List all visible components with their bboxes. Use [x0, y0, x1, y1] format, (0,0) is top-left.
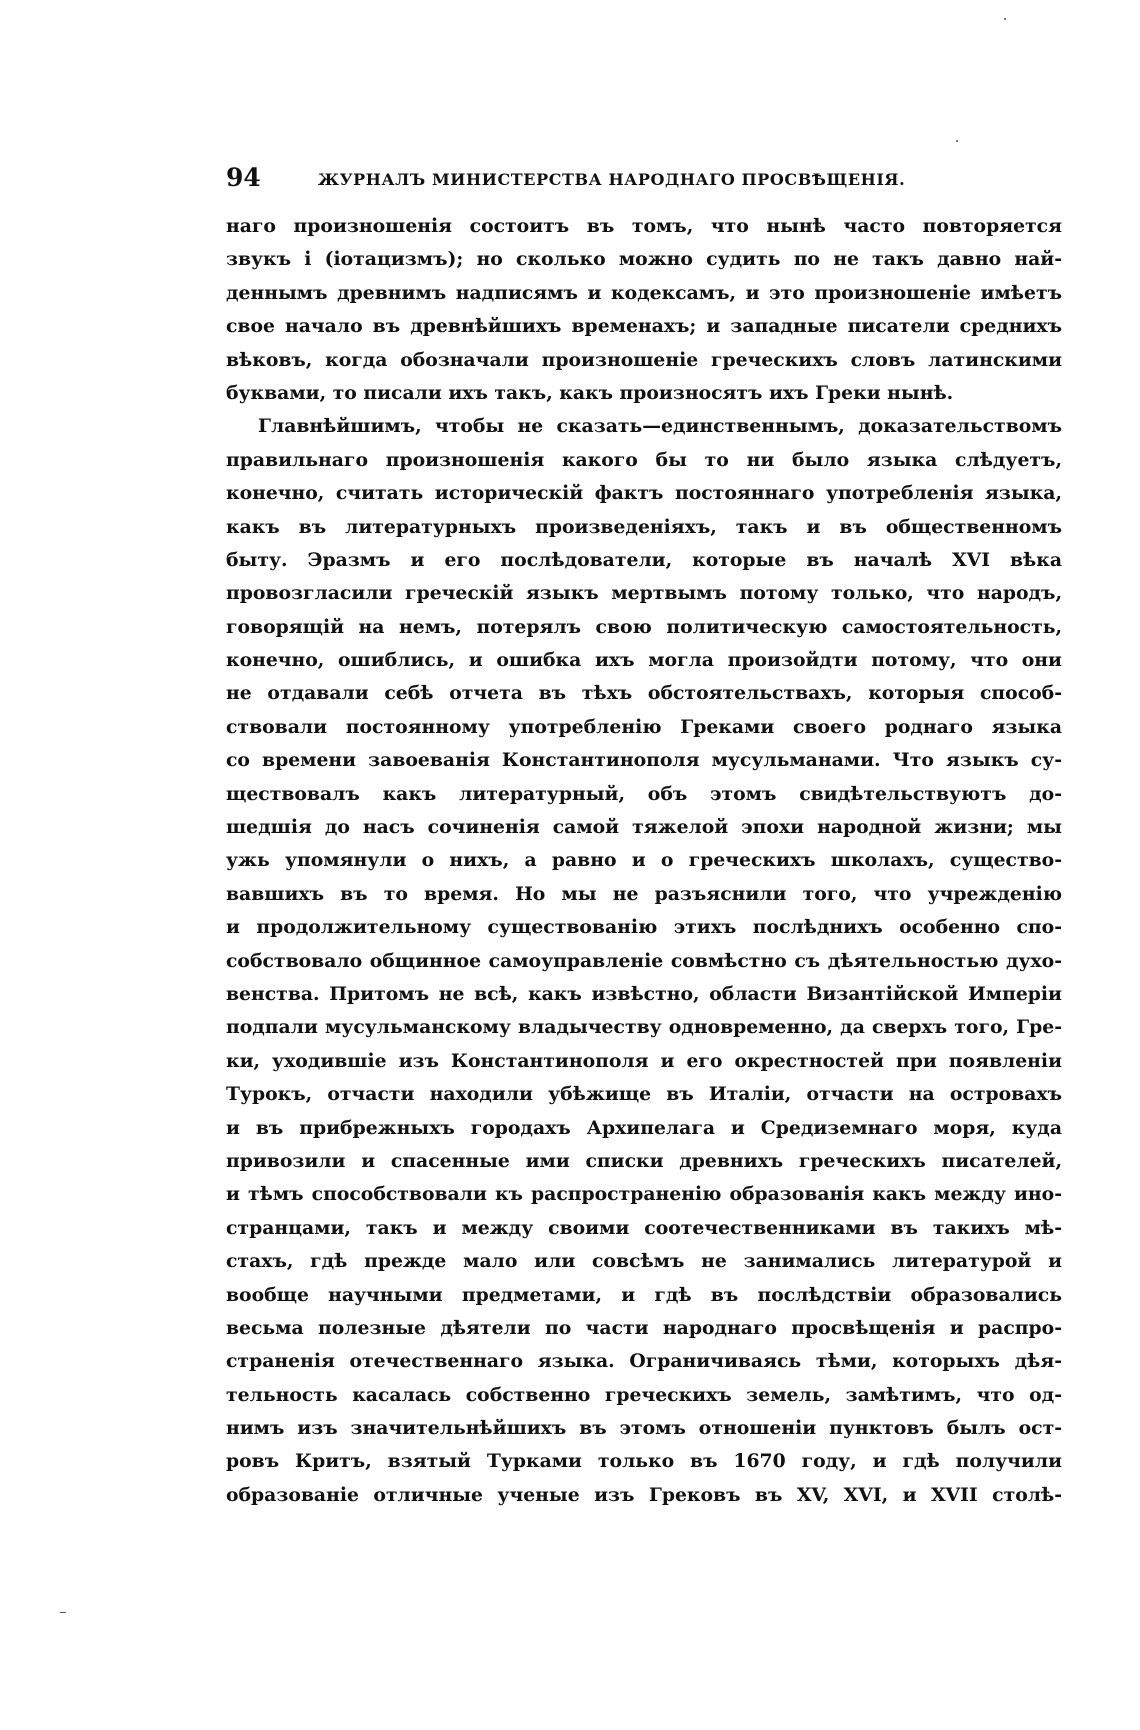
text-line: звукъ i (іотацизмъ); но сколько можно судить по не такъ давно най- — [226, 248, 1062, 271]
text-line: венства. Притомъ не всѣ, какъ извѣстно, области Византійской Имперіи — [226, 982, 1062, 1005]
text-line: страненія отечественнаго языка. Ограничиваясь тѣми, которыхъ дѣя- — [226, 1350, 1062, 1373]
text-line: конечно, считать историческій фактъ постояннаго употребленія языка, — [226, 482, 1062, 505]
text-line: вообще научными предметами, и гдѣ въ послѣдствіи образовались — [226, 1283, 1062, 1306]
text-line: вавшихъ въ то время. Но мы не разъяснили того, что учрежденію — [226, 882, 1062, 905]
running-title: ЖУРНАЛЪ МИНИСТЕРСТВА НАРОДНАГО ПРОСВѢЩЕНІЯ. — [318, 170, 906, 189]
text-line: ки, уходившіе изъ Константинополя и его окрестностей при появленіи — [226, 1049, 1062, 1072]
text-line: правильнаго произношенія какого бы то ни было языка слѣдуетъ, — [226, 448, 1062, 471]
text-line: стахъ, гдѣ прежде мало или совсѣмъ не занимались литературой и — [226, 1250, 1062, 1273]
text-line: провозгласили греческій языкъ мертвымъ потому только, что народъ, — [226, 582, 1062, 605]
page-header — [226, 160, 946, 200]
text-line: подпали мусульманскому владычеству одновременно, да сверхъ того, Гре- — [226, 1016, 1062, 1039]
scan-speck — [1004, 18, 1006, 20]
text-line: ществовалъ какъ литературный, объ этомъ свидѣтельствуютъ до- — [226, 782, 1062, 805]
text-line: и тѣмъ способствовали къ распространенію образованія какъ между ино- — [226, 1183, 1062, 1206]
text-line: ровъ Критъ, взятый Турками только въ 1670 году, и гдѣ получили — [226, 1450, 1062, 1473]
text-line: собствовало общинное самоуправленіе совмѣстно съ дѣятельностью духо- — [226, 949, 1062, 972]
text-line: быту. Эразмъ и его послѣдователи, которые въ началѣ XVI вѣка — [226, 548, 1062, 571]
text-line: со времени завоеванія Константинополя мусульманами. Что языкъ су- — [226, 749, 1062, 772]
paragraph-first-line: Главнѣйшимъ, чтобы не сказать—единственнымъ, доказательствомъ — [258, 415, 1062, 438]
text-line: ужь упомянули о нихъ, а равно и о греческихъ школахъ, существо- — [226, 849, 1062, 872]
text-line: тельность касалась собственно греческихъ земель, замѣтимъ, что од- — [226, 1383, 1062, 1406]
text-line: Турокъ, отчасти находили убѣжище въ Италіи, отчасти на островахъ — [226, 1083, 1062, 1106]
text-line: наго произношенія состоитъ въ томъ, что нынѣ часто повторяется — [226, 215, 1062, 237]
text-line: вѣковъ, когда обозначали произношеніе греческихъ словъ латинскими — [226, 348, 1062, 371]
text-line: и въ прибрежныхъ городахъ Архипелага и Средиземнаго моря, куда — [226, 1116, 1062, 1139]
scan-speck — [956, 140, 958, 142]
text-line: ствовали постоянному употребленію Греками своего роднаго языка — [226, 715, 1062, 738]
text-line: свое начало въ древнѣйшихъ временахъ; и западные писатели среднихъ — [226, 315, 1062, 338]
text-line: привозили и спасенные ими списки древнихъ греческихъ писателей, — [226, 1149, 1062, 1172]
text-line: какъ въ литературныхъ произведеніяхъ, такъ и въ общественномъ — [226, 515, 1062, 538]
text-line: шедшія до насъ сочиненія самой тяжелой эпохи народной жизни; мы — [226, 816, 1062, 839]
text-line: и продолжительному существованію этихъ послѣднихъ особенно спо- — [226, 916, 1062, 939]
text-line: нимъ изъ значительнѣйшихъ въ этомъ отношеніи пунктовъ былъ ост- — [226, 1417, 1062, 1440]
text-line: конечно, ошиблись, и ошибка ихъ могла произойдти потому, что они — [226, 649, 1062, 672]
page-number: 94 — [226, 163, 261, 192]
text-line: говорящій на немъ, потерялъ свою политическую самостоятельность, — [226, 615, 1062, 638]
text-line: деннымъ древнимъ надписямъ и кодексамъ, и это произношеніе имѣетъ — [226, 281, 1062, 304]
text-line: образованіе отличные ученые изъ Грековъ въ XV, XVI, и XVII столѣ- — [226, 1483, 1062, 1506]
text-line: весьма полезные дѣятели по части народнаго просвѣщенія и распро- — [226, 1316, 1062, 1339]
text-line: не отдавали себѣ отчета въ тѣхъ обстоятельствахъ, которыя способ- — [226, 682, 1062, 705]
scan-speck — [60, 1612, 66, 1613]
body-text — [226, 210, 1062, 1512]
text-line: буквами, то писали ихъ такъ, какъ произносятъ ихъ Греки нынѣ. — [226, 381, 954, 404]
text-line: странцами, такъ и между своими соотечественниками въ такихъ мѣ- — [226, 1216, 1062, 1239]
